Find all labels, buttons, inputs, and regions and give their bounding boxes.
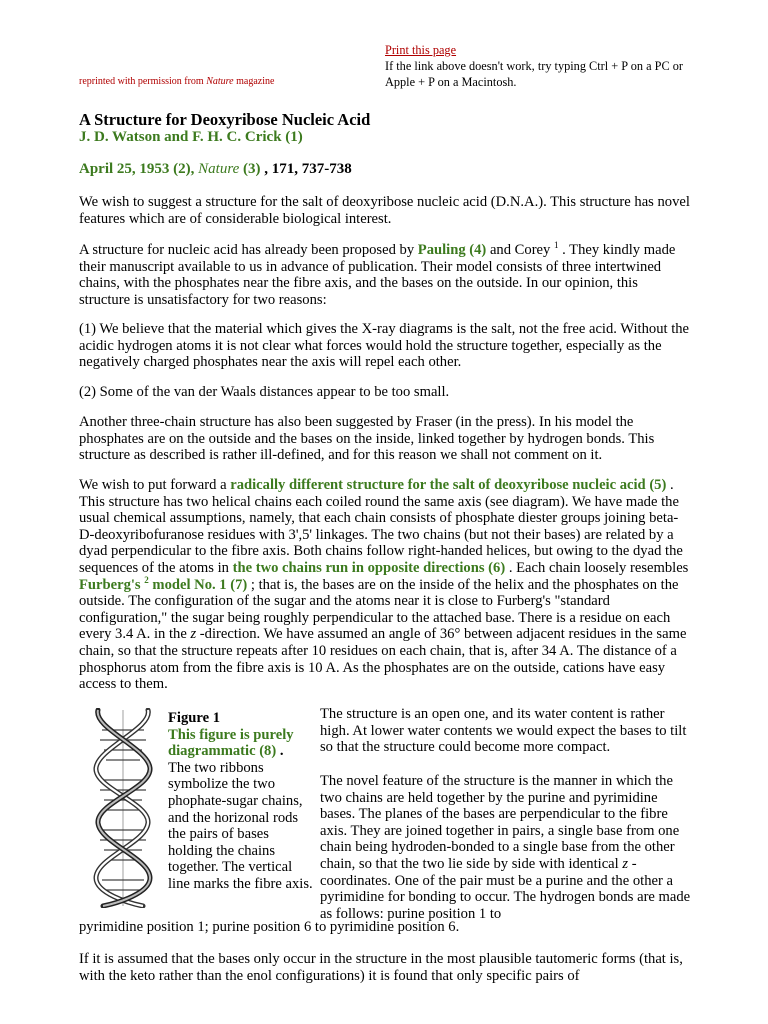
figure-caption-block bbox=[168, 710, 316, 893]
furberg-link-text: Furberg's bbox=[79, 576, 145, 593]
p6-text-c: . Each chain loosely resembles bbox=[505, 559, 689, 576]
diagrammatic-link[interactable]: This figure is purely diagrammatic (8) bbox=[168, 726, 294, 760]
print-instructions-line1: If the link above doesn't work, try typing Ctrl + P on a PC or bbox=[385, 59, 683, 73]
p8-text-a: The novel feature of the structure is the manner in which the two chains are held together by the purine and pyrimidine bases. The planes of the bases are perpendicular to the fibre axis. They are joined together in pairs, a single base from one chain being hydroden-bonded to a single base from the other chain, so that the two lie side by side with identical bbox=[320, 773, 680, 872]
print-page-link[interactable]: Print this page bbox=[385, 43, 457, 57]
p6-text-b: . This structure has two helical chains each coiled round the same axis (see diagram). We have made the usual chemical assumptions, namely, that each chain consists of phosphate diester groups joining beta-D-deoxyribofuranose residues with 3',5' linkages. The two chains (but not their bases) are related by a dyad perpendicular to the fibre axis. Both chains follow right-handed helices, but owing to the dyad the sequences of the atoms in bbox=[79, 477, 683, 576]
figure-caption: The two ribbons symbolize the two phophate-sugar chains, and the horizonal rods the pairs of bases holding the chains together. The vertical line marks the fibre axis. bbox=[168, 759, 313, 892]
dna-helix-figure bbox=[88, 708, 158, 908]
furberg-link-model: model No. 1 (7) bbox=[148, 576, 248, 593]
figure-label: Figure 1 bbox=[168, 710, 221, 726]
paragraph-7: The structure is an open one, and its water content is rather high. At lower water contents we would expect the bases to tilt so that the structure could become more compact. bbox=[320, 706, 687, 756]
reprint-suffix: magazine bbox=[233, 76, 275, 87]
p8-text-b: -coordinates. One of the pair must be a purine and the other a pyrimidine for bonding to occur. The hydrogen bonds are made as follows: purine position 1 to bbox=[320, 855, 691, 922]
opposite-directions-link[interactable]: the two chains run in opposite directions (6) bbox=[232, 559, 506, 576]
p2-text-b: and Corey bbox=[486, 242, 554, 258]
furberg-model-link[interactable] bbox=[79, 574, 248, 593]
p6-text-a: We wish to put forward a bbox=[79, 477, 231, 493]
p6-text-d: ; that is, the bases are on the inside of the helix and the phosphates on the outside. The configuration of the sugar and the atoms near it is close to Furberg's "standard configuration," the sugar being roughly perpendicular to the attached base. There is a residue on each every 3.4 A. in the bbox=[79, 576, 679, 643]
article-authors[interactable]: J. D. Watson and F. H. C. Crick (1) bbox=[79, 129, 303, 145]
print-block bbox=[385, 42, 715, 90]
journal-name: Nature bbox=[198, 161, 240, 177]
article-title: A Structure for Deoxyribose Nucleic Acid bbox=[79, 110, 371, 129]
pauling-link[interactable]: Pauling (4) bbox=[417, 242, 487, 258]
p2-text-c: . They kindly made their manuscript available to us in advance of publication. Their model consists of three intertwined chains, with the phosphates near the fibre axis, and the bases on the outside. In our opinion, this structure is unsatisfactory for two reasons: bbox=[79, 242, 676, 308]
p2-footnote: 1 bbox=[553, 240, 559, 251]
p6-z-var: z bbox=[190, 626, 197, 643]
furberg-footnote: 2 bbox=[144, 574, 149, 585]
paragraph-9: If it is assumed that the bases only occur in the structure in the most plausible tautomeric forms (that is, with the keto rather than the enol configurations) it is found that only specific pairs of bbox=[79, 951, 683, 984]
p2-text-a: A structure for nucleic acid has already been proposed by bbox=[79, 242, 418, 258]
paragraph-5: Another three-chain structure has also been suggested by Fraser (in the press). In his model the phosphates are on the outside and the bases on the inside, linked together by hydrogen bonds. This structure as described is rather ill-defined, and for this reason we shall not comment on it. bbox=[79, 414, 655, 464]
paragraph-4: (2) Some of the van der Waals distances appear to be too small. bbox=[79, 384, 450, 400]
paragraph-8-tail: pyrimidine position 1; purine position 6 to pyrimidine position 6. bbox=[79, 919, 460, 935]
paragraph-6 bbox=[79, 477, 691, 693]
journal-ref-link[interactable]: (3) bbox=[243, 161, 261, 177]
paragraph-8 bbox=[320, 773, 691, 922]
figure-link-period: . bbox=[276, 743, 284, 760]
reprint-prefix: reprinted with permission from bbox=[79, 76, 207, 87]
citation-volume: , 171, 737-738 bbox=[260, 161, 352, 177]
reprint-magazine: Nature bbox=[206, 76, 234, 87]
print-instructions-line2: Apple + P on a Macintosh. bbox=[385, 75, 517, 89]
article-citation bbox=[79, 161, 352, 178]
article-date[interactable]: April 25, 1953 (2), bbox=[79, 161, 195, 177]
p6-text-e: -direction. We have assumed an angle of 36° between adjacent residues in the same chain, so that the structure repeats after 10 residues on each chain, that is, after 34 A. The distance of a phosphorus atom from the fibre axis is 10 A. As the phosphates are on the outside, cations have easy access to them. bbox=[79, 626, 687, 693]
paragraph-1: We wish to suggest a structure for the salt of deoxyribose nucleic acid (D.N.A.). This structure has novel features which are of considerable biological interest. bbox=[79, 194, 690, 227]
p8-z-var: z bbox=[622, 855, 629, 872]
paragraph-2 bbox=[79, 242, 691, 308]
radically-different-structure-link[interactable]: radically different structure for the salt of deoxyribose nucleic acid (5) bbox=[230, 477, 667, 493]
reprint-notice bbox=[79, 76, 274, 87]
paragraph-3: (1) We believe that the material which gives the X-ray diagrams is the salt, not the free acid. Without the acidic hydrogen atoms it is not clear what forces would hold the structure together, especially as the negatively charged phosphates near the axis will repel each other. bbox=[79, 321, 690, 371]
